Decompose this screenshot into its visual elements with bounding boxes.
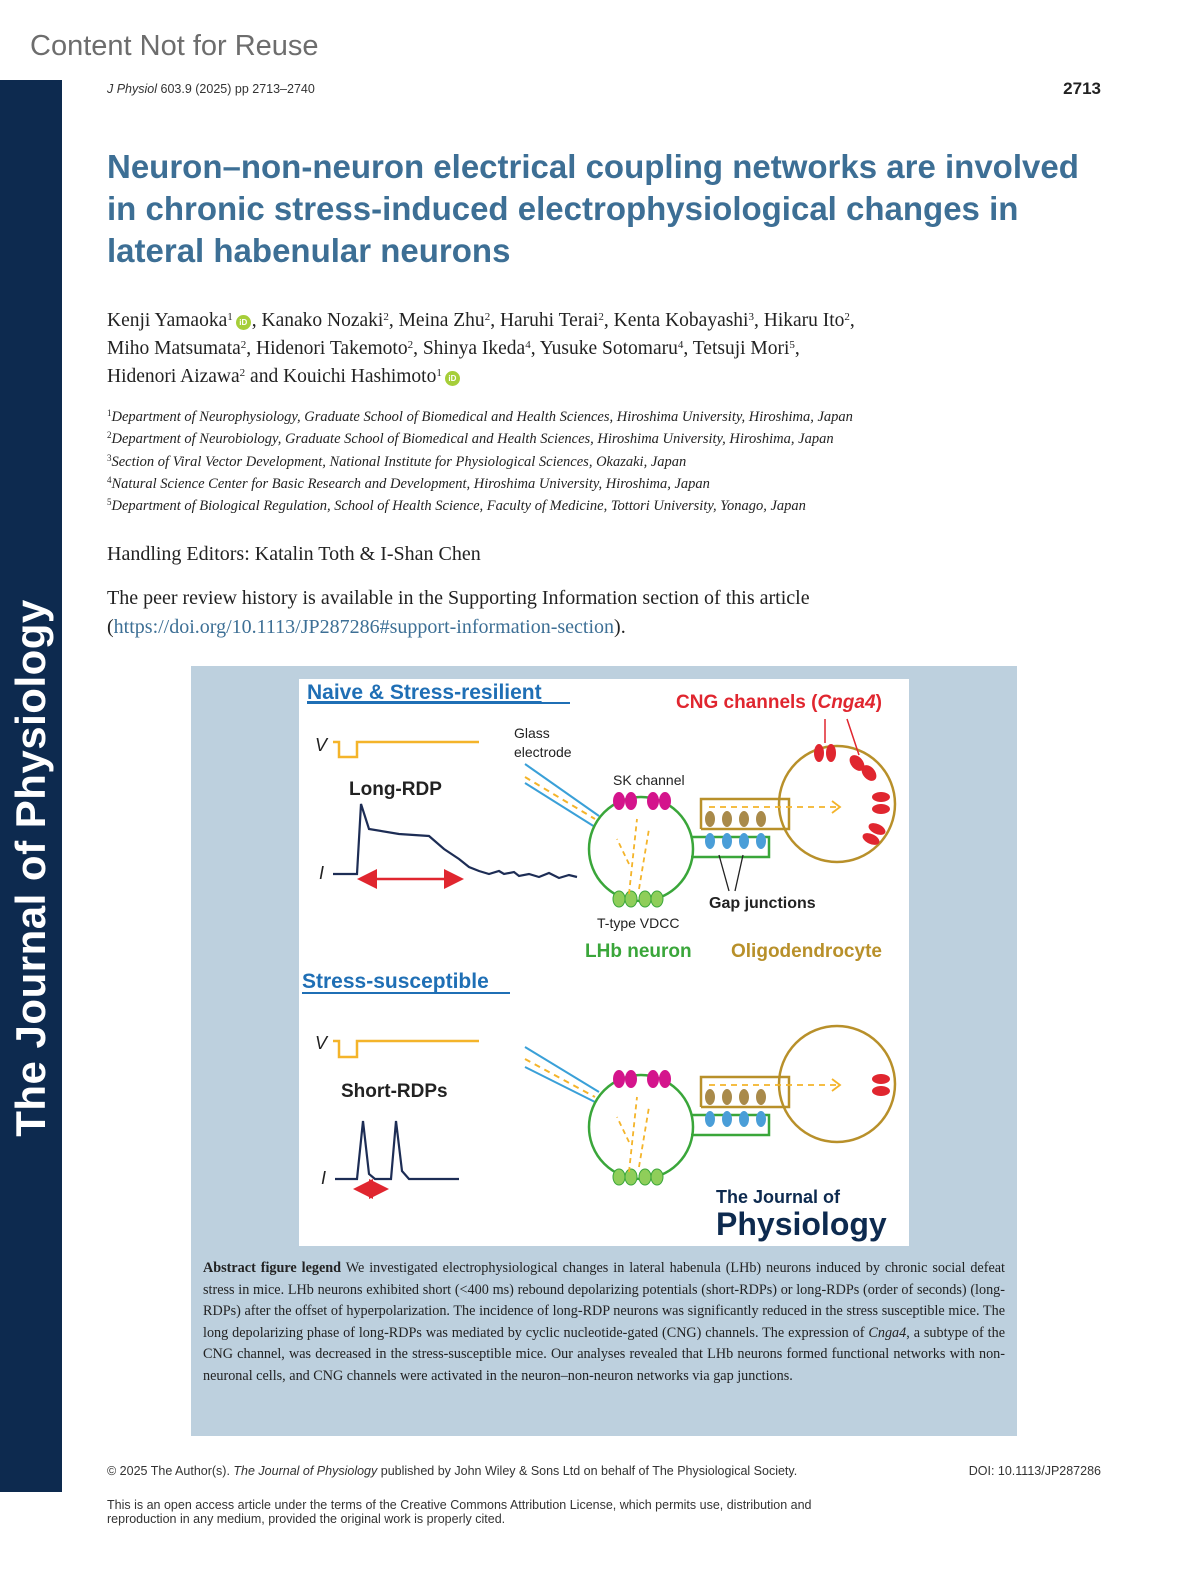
author-affiliation-number: 2 — [484, 311, 491, 323]
electrode-bottom-2 — [525, 1067, 595, 1102]
author-affiliation-number: 1 — [227, 311, 233, 323]
short-rdp-label: Short-RDPs — [341, 1081, 448, 1102]
t-type-vdcc-label: T-type VDCC — [597, 915, 680, 931]
author-affiliation-number: 2 — [240, 339, 247, 351]
long-rdp-label: Long-RDP — [349, 779, 442, 800]
naive-heading: Naive & Stress-resilient — [307, 681, 542, 704]
short-rdp-trace — [335, 1121, 459, 1179]
journal-sidebar — [0, 80, 62, 1492]
page-number: 2713 — [1063, 79, 1101, 98]
cng-pointer-2 — [847, 719, 859, 755]
author-name: Kouichi Hashimoto — [283, 366, 437, 387]
legend-label: Abstract figure legend — [203, 1260, 342, 1276]
long-rdp-trace — [333, 804, 577, 878]
abstract-figure-legend: Abstract figure legend We investigated electrophysiological changes in lateral habenula (LHb) neurons induced by chronic social defeat stress in mice. LHb neurons exhibited short (<400 ms) rebound depolarizing potentials (short-RDPs) or long-RDPs (order of seconds) (long-RDPs) after the offset of hyperpolarization. The incidence of long-RDP neurons was significantly reduced in the stress susceptible mice. The long depolarizing phase of long-RDPs was mediated by cyclic nucleotide-gated (CNG) channels. The expression of Cnga4, a subtype of the CNG channel, was decreased in the stress-susceptible mice. Our analyses revealed that LHb neurons formed functional networks with non-neuronal cells, and CNG channels were activated in the neuron–non-neuron networks via gap junctions. — [203, 1260, 1005, 1384]
current-flow-bottom — [617, 1097, 649, 1172]
orcid-icon[interactable]: iD — [445, 371, 460, 386]
oligodendrocyte-bottom — [779, 1026, 895, 1142]
author-name: Hidenori Takemoto — [256, 338, 408, 359]
author-affiliation-number: 4 — [677, 339, 684, 351]
author-affiliation-number: 2 — [598, 311, 604, 323]
affiliation-item: $^1$Department of Neurophysiology, Graduate School of Biomedical and Health Sciences, Hiroshima University, Hiroshima, Japan — [107, 408, 853, 425]
author-name: Kenta Kobayashi — [613, 310, 749, 331]
author-affiliation-number: 1 — [436, 367, 442, 379]
logo-line-1: The Journal of — [716, 1187, 841, 1207]
v-label-top: V — [315, 735, 328, 755]
gap-junctions-label: Gap junctions — [709, 895, 816, 912]
i-label-top: I — [319, 863, 325, 883]
author-name: Miho Matsumata — [107, 338, 241, 359]
header-citation — [107, 82, 315, 96]
license-text: This is an open access article under the terms of the Creative Commons Attribution License, which permits use, distribution and reproduction in any medium, provided the original work is properly cited. — [107, 1498, 812, 1526]
author-affiliation-number: 2 — [383, 311, 389, 323]
i-label-bottom: I — [321, 1168, 327, 1188]
current-path-bottom — [525, 1059, 595, 1097]
lhb-neuron-label: LHb neuron — [585, 941, 692, 962]
affiliations-list — [107, 406, 1107, 517]
orcid-icon[interactable]: iD — [236, 315, 251, 330]
affiliation-item: $^4$Natural Science Center for Basic Research and Development, Hiroshima University, Hiroshima, Japan — [107, 474, 710, 492]
glass-electrode-label-1: Glass — [514, 725, 550, 741]
t-type-vdcc-bottom — [613, 1169, 663, 1185]
author-affiliation-number: 2 — [844, 311, 850, 323]
current-flow-top — [617, 819, 649, 894]
author-name: Hidenori Aizawa — [107, 366, 240, 387]
author-affiliation-number: 3 — [748, 311, 754, 323]
cng-channels-bottom — [872, 1074, 890, 1096]
t-type-vdcc-top — [613, 891, 663, 907]
author-affiliation-number: 4 — [525, 339, 531, 351]
author-affiliation-number: 2 — [239, 367, 246, 379]
susceptible-heading: Stress-susceptible — [302, 970, 489, 993]
footer-doi: DOI: 10.1113/JP287286 — [968, 1464, 1101, 1478]
lhb-neuron-top — [589, 797, 693, 901]
cng-channels-top — [814, 744, 890, 847]
affiliation-item: $^3$Section of Viral Vector Development, National Institute for Physiological Sciences, Okazaki, Japan — [107, 452, 687, 470]
affiliation-item: $^2$Department of Neurobiology, Graduate School of Biomedical and Health Sciences, Hiroshima University, Hiroshima, Japan — [107, 430, 834, 448]
author-affiliation-number: 2 — [407, 339, 414, 351]
citation-details: 603.9 (2025) pp 2713–2740 — [160, 82, 315, 96]
affiliation-item: $^5$Department of Biological Regulation, School of Health Science, Faculty of Medicine, Tottori University, Yonago, Japan — [107, 497, 806, 515]
handling-editors: Handling Editors: Katalin Toth & I-Shan Chen — [107, 543, 481, 565]
article-title: Neuron–non-neuron electrical coupling networks are involved in chronic stress-induced electrophysiological changes in lateral habenular neurons — [107, 148, 1079, 269]
sk-channels-top — [613, 792, 671, 810]
author-name: Hikaru Ito — [763, 310, 845, 331]
glass-electrode-label-2: electrode — [514, 744, 572, 760]
logo-line-2: Physiology — [716, 1206, 887, 1242]
author-name: Yusuke Sotomaru — [539, 338, 678, 359]
copyright-line: © 2025 The Author(s). The Journal of Physiology published by John Wiley & Sons Ltd on behalf of The Physiological Society. — [107, 1464, 798, 1478]
peer-review-text: The peer review history is available in the Supporting Information section of this article — [107, 587, 810, 609]
sk-channel-label: SK channel — [613, 772, 685, 788]
author-name: Shinya Ikeda — [422, 338, 526, 359]
abstract-figure — [299, 679, 909, 1246]
author-name: Haruhi Terai — [499, 310, 599, 331]
author-name: Kanako Nozaki — [261, 310, 384, 331]
peer-review-note: The peer review history is available in the Supporting Information section of this article (https://doi.org/10.1113/JP287286#support-information-section). — [107, 587, 810, 638]
author-name: Kenji Yamaoka — [107, 310, 228, 331]
gap-pointer-2 — [735, 855, 743, 891]
author-list: Kenji Yamaoka$^1$ iD , Kanako Nozaki$^2$, Meina Zhu$^2$, Haruhi Terai$^2$, Kenta Kobayashi$^3$, Hikaru Ito$^2$, Miho Matsumata$^2$, Hidenori Takemoto$^2$, Shinya Ikeda$^4$, Yusuke Sotomaru$^4$, Tetsuji Mori$^5$, Hidenori Aizawa$^2$ and Kouichi Hashimoto$^1$ iD — [107, 310, 855, 387]
author-affiliation-number: 5 — [789, 339, 795, 351]
watermark-text: Content Not for Reuse — [30, 30, 319, 62]
sidebar-journal-name: The Journal of Physiology — [7, 599, 54, 1137]
journal-abbrev: J Physiol — [107, 82, 158, 96]
current-path-top — [525, 777, 595, 819]
peer-review-link[interactable]: https://doi.org/10.1113/JP287286#support-information-section — [113, 616, 615, 638]
author-name: Meina Zhu — [398, 310, 485, 331]
voltage-step-top — [333, 742, 479, 757]
v-label-bottom: V — [315, 1033, 328, 1053]
oligodendrocyte-label: Oligodendrocyte — [731, 941, 882, 962]
author-name: Tetsuji Mori — [692, 338, 790, 359]
sk-channels-bottom — [613, 1070, 671, 1088]
cng-label: CNG channels (Cnga4) — [676, 692, 882, 713]
voltage-step-bottom — [333, 1041, 479, 1057]
gap-pointer-1 — [719, 855, 729, 891]
lhb-neuron-bottom — [589, 1075, 693, 1179]
